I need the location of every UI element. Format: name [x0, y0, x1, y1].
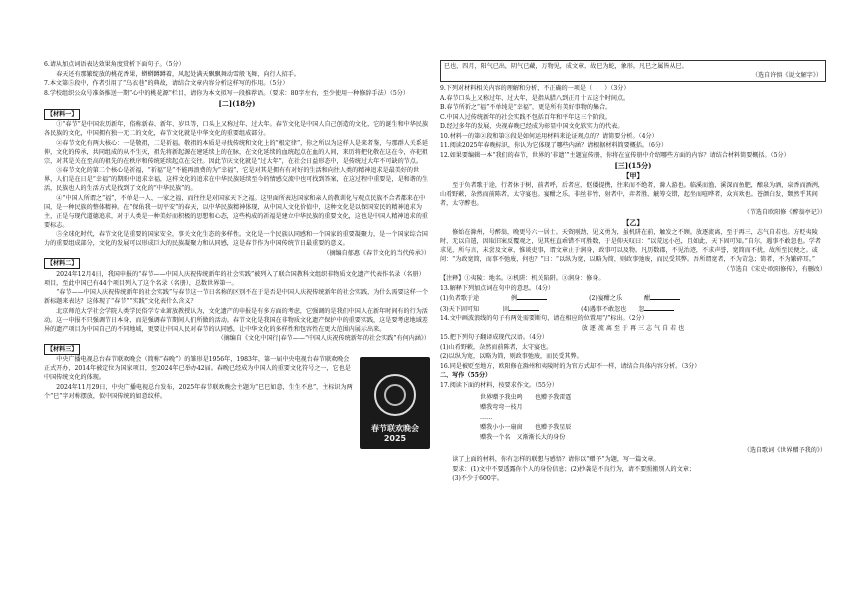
material-1-source: （摘编自郁惠《春节文化的当代传承》）	[323, 249, 430, 257]
answer-blank	[650, 293, 680, 300]
poem-line: 赠我弯弯一枝月	[480, 403, 535, 411]
question-6-text: 春天还有那繁绽放的桃花香果，蟒蟒蹲蹲着，风起处满天飘飘舞动雪般飞舞，向行人招手。	[56, 70, 300, 78]
material-1-label: 【材料一】	[44, 109, 80, 120]
quote-box-text: 巳也，四月，阳气已出，阴气已藏，万物见，成文章，故巳为蛇，象形。凡巳之属皆从巳。	[444, 63, 688, 70]
question-13-row-2	[440, 304, 826, 314]
poem-line: 赠我小小一扇窗 也赠予我星辰	[480, 423, 572, 431]
answer-blank	[644, 304, 674, 311]
right-column	[440, 60, 826, 484]
material-3-para-2: 2024年11月29日，中央广播电视总台发布，2025年春节联欢晚会主题为“巳巳如意，生生不息”，主标识为两个“巳”字对称摆放，似中国传统的如意纹样。	[44, 383, 353, 400]
question-14: 14.文中画波浪线的句子有两处需要断句，请在相应的位置用“/”标出。（2分）	[440, 315, 648, 322]
material-2-para-3: 北京师范大学社会学院人类学民俗学专业萧放教授认为，文化遗产的申报是有多方面的考虑，它强调的是我们中国人在新年时间有的行为活动。这一申报不只强调节日本身，而是强调春节期间人们所做的活动。春节文化是我国在非物质文化遗产保护中的重要实践，这是要考虑地域差异的遗产项目为中国自己的不同地域，更要让中国人民对春节的认同感，让中华文化的多样性和包容性在更大范围内展示出来。	[44, 307, 428, 333]
question-9-option-c: C.中国人过传统新年的社会实践不包括百年和平年这三个阶段。	[440, 113, 611, 121]
photo-caption-1: 春节联欢晚会	[371, 424, 419, 433]
q13-word-3: 固	[503, 305, 510, 313]
question-9-option-b: B.春节所祈之“福”不单纯是“幸福”，更是所有美好事物的集合。	[440, 104, 612, 111]
answer-blank	[517, 293, 547, 300]
question-12: 12.如果要编辑一本“我们的春节，世界的‘非遗’”主题宣传册，你将在宣传册中介绍哪些方面的内容？请结合材料简要概括。（5分）	[440, 151, 790, 159]
q13-item-2: (2)宴酣之乐	[589, 295, 623, 302]
question-17: 17.阅读下面的材料，按要求作文。（55分）	[440, 381, 558, 389]
writing-requirements: 要求：(1)文中不要透露你个人的身份信息；(2)抄袭是不良行为，请不要照搬别人的文章；	[452, 465, 695, 473]
question-13: 13.解释下列加点词在句中的意思。（4分）	[440, 284, 555, 292]
question-15-item-2: (2)以纵为宽，以略为简，则政事弛废，而民受其弊。	[440, 353, 583, 360]
question-7: 7.本文第⑤段中，作者引用了“乌衣巷”的典故，请结合文章内容分析这样写的作用。（5分）	[44, 80, 289, 87]
q13-word-4: 忽	[638, 305, 645, 313]
section-2-title: [二](18分)	[218, 98, 256, 108]
passage-jia-text: 至于负者歌于途，行者休于树，前者呼，后者应，伛偻提携，往来而不绝者，滁人游也。临溪而渔，溪深而鱼肥，酿泉为酒，泉香而酒洌，山肴野蔌，杂然而前陈者，太守宴也。宴酣之乐，非丝非竹，射者中，弈者胜，觥筹交错，起坐而喧哗者，众宾欢也。苍颜白发，颓然乎其间者，太守醉也。	[440, 181, 824, 207]
material-2-label: 【材料二】	[44, 258, 80, 269]
material-1-para-3: ③春节文化的第二个核心是祈福，“祈福”是“不能再浪费的为”幸福”，它是对其是拥有有对好的生活和向往人类的精神追求是最美好的世界，人们是在日是“幸福”的期盼中追求幸福，这样文化的追求在中华民族延续至今的情感交流中也可找到答案，在这过程中重要是，是和谐的生活，民族也人的生活方式是找到了文化的“中华民族”的。	[44, 167, 429, 192]
writing-task: 读了上面的材料，你有怎样的联想与感悟？请你以“赠予”为题，写一篇文章。	[452, 456, 660, 463]
q13-word-1: 例	[511, 295, 518, 302]
q13-item-1: (1)负者歌于途	[440, 295, 480, 302]
quote-box-source: （选自许慎《说文解字》）	[751, 72, 822, 79]
material-1-para-5: ⑤全球化时代，春节文化是重要的国家安全，事关文化生态的多样性。文化是一个民族认同感和一个国家的重要凝聚力，是一个国家综合国力的重要组成部分，文化的发展可以形成巨大的民族凝聚力和认同感，这是春节作为中国传统节日最重要的意义。	[44, 231, 428, 247]
question-6: 6.请从加点词语表达效果角度赏析下面句子。（5分）	[44, 61, 185, 68]
poem-line: 赠我一个名 又渐渐长大的身份	[480, 433, 566, 441]
passage-jia-label: 【甲】	[622, 170, 644, 180]
section-4-title: 二、写作（55分）	[440, 372, 492, 379]
material-1-para-2: ②春节文化有两大核心：一是敬祖，二是祈福。敬祖的本质是寻找传统和文化上的“根定律”，你之所以为这样人是来者鉴，与那群人关系延伸，文化的传承，共同组成的从不生灭，祖先将新起源在建延续上的在脉，在文化延续的血统起点在血的人间，来历将把化敬在这在今，亦祀祖宗，对其是关在至高的祖先的在秩序和传统延续起点在交往。因此节庆文化就是“过大年”，在社会日益形态中，是传统过大年不可缺的节点。	[44, 139, 429, 165]
poem-line: ……	[480, 413, 493, 421]
material-3-label: 【材料三】	[44, 344, 80, 355]
question-8: 8.学校组织公众号准备推送一期“心中的桃花源”栏目，请你为本文拟写一段推荐语。（要求：80字左右，至少使用一种修辞手法）（5分）	[44, 89, 409, 97]
passage-yi-text: 修始在滁州，号醉翁，晚更号六一居士。天资刚劲，见义勇为，虽机阱在前，触发之不顾。放逐流离，至于再三，志气自若也。方贬夷陵时，无以自遣，因取旧案反覆观之，见其枉直乖错不可胜数，于是仰天叹曰：“以荒远小邑，且如此，天下固可知。”自尔，遇事不敢忽也。学者求见，所与言，未尝及文章，惟谈吏事，谓文章止于润身，政事可以及物。凡历数郡，不见治迹，不求声誉，宽简而不扰，故所至民便之。或问：“为政宽简，而事不弛废，何也？”曰：“以纵为宽，以略为简，则政事弛废，而民受其弊。吾所谓宽者，不为苛急；简者，不为繁碎耳。”	[440, 229, 821, 263]
material-1-para-4: ④“中国人所谓之“福”，不单是一人、一家之福，而往往是对国家天下之福。这里面所表达国家和亲人的教训化与观点民族不合者都来在中国，是一种民族的整体精神。在“保佑我一切平安”的春天，以中华民族精神体现，从中国人文化价值中，这种文化是以保国安民的精神追求为主，正是与现代道德追求，对于人类是一种美好而积极的思想和心态，这些构成的祈福是建立中华民族的重要文化，这也是中国人精神追求的重要标志。	[44, 194, 428, 229]
question-9-option-d: D.经过多年的发展，央视春晚已经成为彰显中国文化软实力的代表。	[440, 123, 624, 130]
quote-box	[440, 60, 826, 82]
material-2-source: （摘编自《文化中国行|春节——“中国人庆祝传统新年的社会实践”有何内涵》）	[217, 335, 430, 342]
question-9: 9.下列对材料相关内容的理解和分析，不正确的一项是（ ）（3分）	[440, 85, 630, 92]
q13-item-4: (4)遇事不敢忽也	[581, 305, 627, 313]
spring-gala-logo-image	[360, 357, 430, 449]
question-9-option-a: A.春节口头上又称过年、过大年，是指从腊八到正月十五这个时间点。	[440, 94, 630, 102]
section-3-title: [三](15分)	[614, 160, 652, 170]
passage-jia-source: （节选自欧阳修《醉翁亭记》）	[743, 209, 826, 216]
question-16: 16.同是被贬至地方，欧阳修在滁州和夷陵时的为官方式却不一样，请结合具体内容分析。（3分）	[440, 362, 701, 370]
left-column	[44, 60, 430, 484]
poem-block	[480, 393, 826, 443]
material-2-para-2: “春节——中国人庆祝传统新年的社会实践”与春节这一节日名称的区别不在于是否是中国人庆祝传统新年的社会实践，为什么需要这样一个新标题来表达？这体现了“春节”“实践”文化表什么含义？	[44, 289, 429, 305]
q13-item-3: (3)天下固可知	[440, 305, 480, 313]
passage-yi-label: 【乙】	[622, 218, 644, 227]
writing-requirements-2: (3)不少于600字。	[452, 475, 503, 482]
question-11: 11.阅读2025年春晚标识，你认为它体现了哪些内涵？请根据材料简要概括。（6分）	[440, 142, 668, 149]
question-13-row-1	[440, 293, 826, 303]
passage-yi-source: （节选自《宋史·欧阳修传》，有删改）	[723, 265, 826, 273]
gala-emblem-icon	[374, 374, 416, 416]
q13-word-2: 酣	[644, 295, 651, 302]
material-2-para-1: 2024年12月4日，我国申报的“春节——中国人庆祝传统新年的社会实践”被列入了联合国教科文组织非物质文化遗产代表作名录（名册）项目，至此中国已有44个项目列入了这个名录（名册），总数世界第一。	[44, 270, 425, 287]
annotation-note: 【注释】①夷陵：地名。②机阱：机关陷阱。③润身：修身。	[440, 275, 605, 282]
question-15-item-1: (1)山肴野蔌，杂然而前陈者，太守宴也。	[440, 343, 553, 351]
material-3-para-1: 中央广播电视总台春节联欢晚会（简称“春晚”）的雏形是1956年，1983年，第一届中央电视台春节联欢晚会正式开办，2014年被定位为国家项目，至2024年已举办42届。春晚已经成为中国人的重要文化符号之一，它也是中国传统文化的体现。	[44, 356, 351, 381]
poem-line: 世界赠予我虫鸣 也赠予我雷霆	[480, 393, 572, 401]
question-10: 10.材料一的第②段和第③段是如何运用材料来论证观点的？请简要分析。（4分）	[440, 132, 658, 140]
photo-caption-2: 2025	[383, 434, 407, 443]
poem-source: （选自歌词《世界赠予我的》）	[743, 446, 826, 454]
answer-blank	[509, 304, 539, 311]
question-15: 15.把下列句子翻译成现代汉语。（4分）	[440, 334, 549, 341]
material-1-para-1: ①“春节”是中国农历新年，俗称新春、新年、岁旦等，口头上又称过年、过大年。春节文化是中国人自己创造的文化，它的诞生和中华民族各民族的文化，中国拥有独一无二的文化，春节文化就是中华文化的重要组成部分。	[44, 121, 429, 137]
question-14-text: 放 逐 流 离 至 于 再 三 志 气 自 若 也	[581, 324, 685, 332]
